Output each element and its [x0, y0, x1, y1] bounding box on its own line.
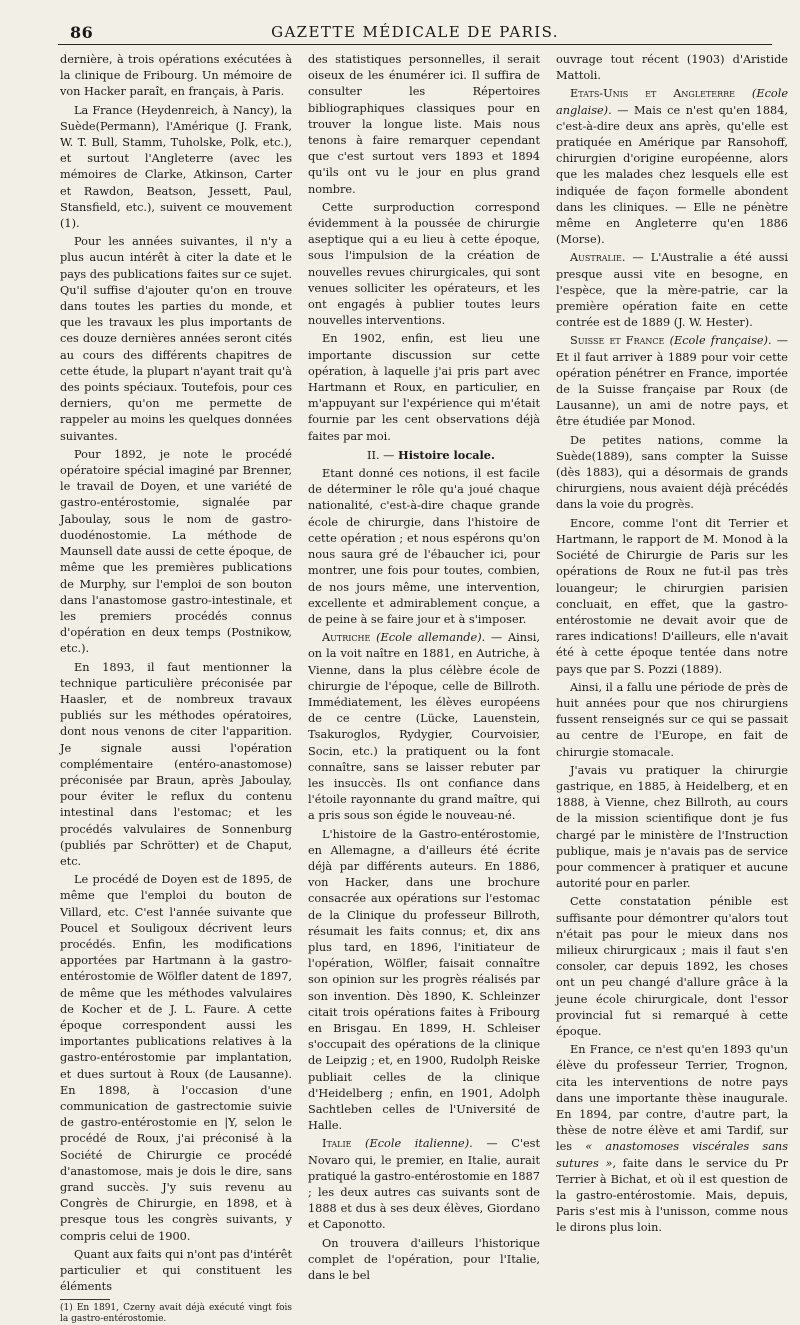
- school-label: (Ecole anglaise).: [556, 87, 789, 117]
- paragraph: Ainsi, il a fallu une période de près de huit années pour que nos chirurgiens fussent renseignés sur ce qui se passait au centre de l'Europe, en fait de chirurgie stomacale.: [556, 680, 788, 759]
- paragraph: La France (Heydenreich, à Nancy), la Suède(Permann), l'Amérique (J. Frank, W. T. Bull, Stamm, Tuholske, Polk, etc.), et surtout l'Angleterre (avec les mémoires de Clarke, Atkinson, Carter et Rawdon, Beatson, Jessett, Paul, Stansfield, etc.), suivent ce mouvement (1).: [60, 103, 292, 231]
- paragraph: Pour 1892, je note le procédé opératoire spécial imaginé par Brenner, le travail de Doyen, et une variété de gastro-entérostomie, signalée par Jaboulay, sous le nom de gastro-duodénostomie. La méthode de Maunsell date aussi de cette époque, de même que les premières publications de Murphy, sur l'emploi de son bouton dans l'anastomose gastro-intestinale, et les premiers procédés connus d'opération en deux temps (Postnikow, etc.).: [60, 447, 292, 656]
- paragraph: Encore, comme l'ont dit Terrier et Hartmann, le rapport de M. Monod à la Société de Chirurgie de Paris sur les opérations de Roux ne fut-il pas très louangeur; le chirurgien parisien concluait, en effet, que la gastro-entérostomie ne devait avoir que de rares indications! D'ailleurs, elle n'avait été à cette époque tentée dans notre pays que par S. Pozzi (1889).: [556, 516, 788, 676]
- country-label: Australie.: [570, 251, 626, 265]
- school-label: (Ecole française).: [669, 334, 772, 348]
- country-label: Etats-Unis et Angleterre: [570, 87, 736, 101]
- paragraph: Suisse et France (Ecole française). — Et il faut arriver à 1889 pour voir cette opération pénétrer en France, importée de la Suisse française par Roux (de Lausanne), un ami de notre pays, et être étudiée par Monod.: [556, 334, 789, 429]
- quoted-title: « anastomoses viscérales sans sutures »: [556, 1140, 788, 1170]
- text-column-right: [556, 52, 789, 1235]
- paragraph: On trouvera d'ailleurs l'historique complet de l'opération, pour l'Italie, dans le bel: [308, 1236, 540, 1283]
- paragraph: Quant aux faits qui n'ont pas d'intérêt particulier et qui constituent les éléments: [60, 1247, 292, 1294]
- page-number: 86: [70, 23, 94, 42]
- country-label: Suisse et France: [570, 334, 665, 348]
- text-column-left: [60, 52, 292, 1325]
- section-heading: [308, 447, 540, 464]
- paragraph: Le procédé de Doyen est de 1895, de même que l'emploi du bouton de Villard, etc. C'est l'année suivante que Poucel et Souligoux décrivent leurs procédés. Enfin, les modifications apportées par Hartmann à la gastro-entérostomie de Wölfler datent de 1897, de même que les méthodes valvulaires de Kocher et de J. L. Faure. A cette époque correspondent aussi les importantes publications relatives à la gastro-entérostomie par implantation, et dues surtout à Roux (de Lausanne). En 1898, à l'occasion d'une communication de gastrectomie suivie de gastro-entérostomie en |Y, selon le procédé de Roux, j'ai préconisé à la Société de Chirurgie ce procédé d'anastomose, mais je dois le dire, sans grand succès. J'y suis revenu au Congrès de Chirurgie, en 1898, et à presque tous les congrès suivants, y compris celui de 1900.: [60, 873, 292, 1243]
- paragraph: des statistiques personnelles, il serait oiseux de les énumérer ici. Il suffira de consulter les Répertoires bibliographiques classiques pour en trouver la longue liste. Mais nous tenons à faire remarquer cependant que c'est surtout vers 1893 et 1894 qu'ils ont vu le jour en plus grand nombre.: [308, 53, 540, 196]
- paragraph: J'avais vu pratiquer la chirurgie gastrique, en 1885, à Heidelberg, et en 1888, à Vienne, chez Billroth, au cours de la mission scientifique dont je fus chargé par le ministère de l'Instruction publique, mais je n'avais pas de service pour commencer à pratiquer et aucune autorité pour en parler.: [556, 763, 788, 891]
- school-label: (Ecole allemande).: [376, 631, 486, 645]
- paragraph: En 1902, enfin, est lieu une importante discussion sur cette opération, à laquelle j'ai pris part avec Hartmann et Roux, en particulier, en m'appuyant sur l'expérience qui m'était fournie par les cent observations déjà faites par moi.: [308, 332, 540, 443]
- country-label: Autriche: [322, 631, 371, 645]
- paragraph: En France, ce n'est qu'en 1893 qu'un élève du professeur Terrier, Trognon, cita les interventions de notre pays dans une importante thèse inaugurale. En 1894, par contre, d'autre part, la thèse de notre élève et ami Tardif, sur les « anastomoses viscérales sans sutures », faite dans le service du Pr Terrier à Bichat, et où il est question de la gastro-entérostomie. Mais, depuis, Paris s'est mis à l'unisson, comme nous le dirons plus loin.: [556, 1043, 788, 1235]
- paragraph: Pour les années suivantes, il n'y a plus aucun intérêt à citer la date et le pays des publications faites sur ce sujet. Qu'il suffise d'ajouter qu'on en trouve dans toutes les parties du monde, et que les travaux les plus importants de ces douze dernières années seront cités au cours des différents chapitres de cette étude, la plupart n'ayant trait qu'à des points spéciaux. Toutefois, pour ces derniers, qu'on me permette de rappeler au moins les quelques données suivantes.: [60, 235, 292, 443]
- country-label: Italie: [322, 1137, 352, 1151]
- paragraph: Etats-Unis et Angleterre (Ecole anglaise). — Mais ce n'est qu'en 1884, c'est-à-dire deux ans après, qu'elle est pratiquée en Amérique par Ransohoff, chirurgien d'origine européenne, alors que les malades chez lesquels elle est indiquée de façon formelle abondent dans les cliniques. — Elle ne pénètre même en Angleterre qu'en 1886 (Morse).: [556, 87, 789, 247]
- paragraph: Italie (Ecole italienne). — C'est Novaro qui, le premier, en Italie, aurait pratiqué la gastro-entérostomie en 1887 ; les deux autres cas suivants sont de 1888 et dus à ses deux élèves, Giordano et Caponotto.: [308, 1137, 540, 1232]
- paragraph: Cette constatation pénible est suffisante pour démontrer qu'alors tout n'était pas pour le mieux dans nos milieux chirurgicaux ; mais il faut s'en consoler, car depuis 1892, les choses ont un peu changé d'allure grâce à la jeune école chirurgicale, dont l'essor provincial fut si remarqué à cette époque.: [556, 895, 788, 1038]
- section-number: II. —: [367, 448, 395, 462]
- paragraph: dernière, à trois opérations exécutées à la clinique de Fribourg. Un mémoire de von Hacker paraît, en français, à Paris.: [60, 53, 292, 99]
- paragraph: Etant donné ces notions, il est facile de déterminer le rôle qu'a joué chaque nationalité, c'est-à-dire chaque grande école de chirurgie, dans l'histoire de cette opération ; et nous espérons qu'on nous saura gré de l'ébaucher ici, pour montrer, une fois pour toutes, combien, de nos jours même, une intervention, excellente et admirablement conçue, a de peine à se faire jour et à s'imposer.: [308, 467, 540, 626]
- paragraph: Autriche (Ecole allemande). — Ainsi, on la voit naître en 1881, en Autriche, à Vienne, dans la plus célèbre école de chirurgie de l'époque, celle de Billroth. Immédiatement, les élèves européens de ce centre (Lücke, Lauenstein, Tsakuroglos, Rydygier, Courvoisier, Socin, etc.) la pratiquent ou la font connaître, sans se laisser rebuter par les insuccès. Ils ont confiance dans l'étoile rayonnante du grand maître, qui a pris sous son égide le nouveau-né.: [308, 631, 540, 823]
- text-column-middle: [308, 52, 540, 1283]
- paragraph: De petites nations, comme la Suède(1889), sans compter la Suisse (dès 1883), qui a désormais de grands chirurgiens, nous avaient déjà précédés dans la voie du progrès.: [556, 433, 788, 512]
- paragraph: Australie. — L'Australie a été aussi presque aussi vite en besogne, en l'espèce, que la mère-patrie, car la première opération faite en cette contrée est de 1889 (J. W. Hester).: [556, 251, 788, 330]
- journal-title: GAZETTE MÉDICALE DE PARIS.: [271, 23, 559, 41]
- paragraph: L'histoire de la Gastro-entérostomie, en Allemagne, a d'ailleurs été écrite déjà par différents auteurs. En 1886, von Hacker, dans une brochure consacrée aux opérations sur l'estomac de la Clinique du professeur Billroth, résumait les faits connus; et, dix ans plus tard, en 1896, l'initiateur de l'opération, Wölfler, faisait connaître son opinion sur les progrès réalisés par son invention. Dès 1890, K. Schleinzer citait trois opérations faites à Fribourg en Brisgau. En 1899, H. Schleiser s'occupait des opérations de la clinique de Leipzig ; et, en 1900, Rudolph Reiske publiait celles de la clinique d'Heidelberg ; enfin, en 1901, Adolph Sachtleben celles de l'Université de Halle.: [308, 827, 540, 1133]
- paragraph: ouvrage tout récent (1903) d'Aristide Mattoli.: [556, 53, 788, 83]
- paragraph: En 1893, il faut mentionner la technique particulière préconisée par Haasler, et de nombreux travaux publiés sur les méthodes opératoires, dont nous venons de citer l'apparition. Je signale aussi l'opération complémentaire (entéro-anastomose) préconisée par Braun, après Jaboulay, pour éviter le reflux du contenu intestinal dans l'estomac; et les procédés valvulaires de Sonnenburg (publiés par Schrötter) et de Chaput, etc.: [60, 660, 292, 868]
- page-header: [58, 20, 772, 45]
- footnote: (1) En 1891, Czerny avait déjà exécuté vingt fois la gastro-entérostomie.: [60, 1303, 292, 1325]
- paragraph: Cette surproduction correspond évidemment à la poussée de chirurgie aseptique qui a eu lieu à cette époque, sous l'impulsion de la création de nouvelles revues chirurgicales, qui sont venues solliciter les opérateurs, et les ont engagés à publier toutes leurs nouvelles interventions.: [308, 200, 540, 328]
- section-title: Histoire locale.: [398, 447, 495, 462]
- school-label: (Ecole italienne).: [365, 1137, 473, 1151]
- footnote-separator: [60, 1299, 110, 1300]
